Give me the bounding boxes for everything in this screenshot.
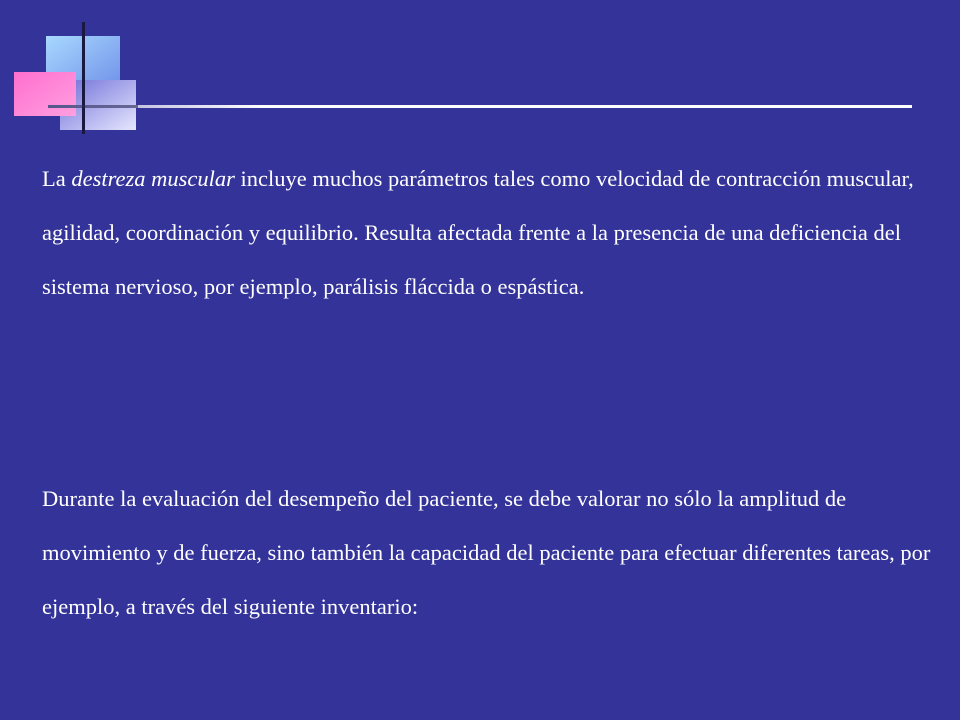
horizontal-rule bbox=[48, 105, 912, 108]
decorative-squares-logo bbox=[0, 0, 960, 140]
vertical-rule bbox=[82, 22, 85, 134]
short-horizontal-rule-dark bbox=[48, 105, 138, 108]
paragraph-1-body: incluye muchos parámetros tales como velocidad de contracción muscular, agilidad, coordinación y equilibrio. Resulta afectada frente a la presencia de una deficiencia del sistema nervioso, por ejemplo, parálisis fláccida o espástica. bbox=[42, 166, 914, 299]
paragraph-destreza-muscular bbox=[42, 152, 932, 314]
paragraph-evaluacion-desempeno: Durante la evaluación del desempeño del paciente, se debe valorar no sólo la amplitud de movimiento y de fuerza, sino también la capacidad del paciente para efectuar diferentes tareas, por ejemplo, a través del siguiente inventario: bbox=[42, 486, 931, 619]
pink-square bbox=[14, 72, 76, 116]
paragraph-1-lead: La bbox=[42, 166, 72, 191]
emphasis-term: destreza muscular bbox=[71, 166, 235, 191]
